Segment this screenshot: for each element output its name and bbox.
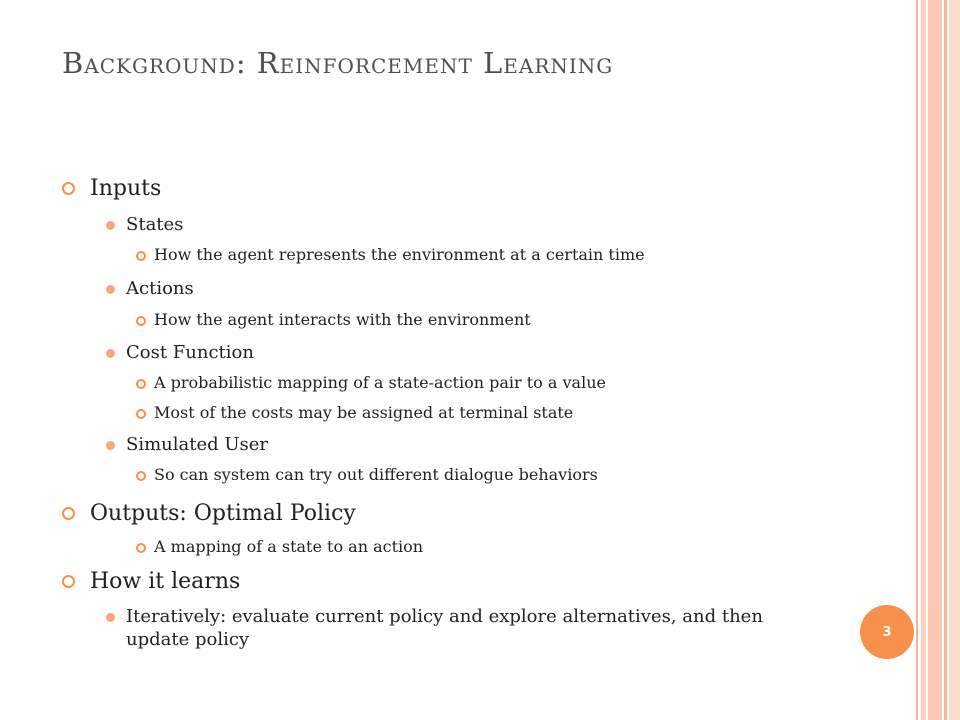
bullet-ring-icon — [136, 251, 146, 261]
bullet-ring-icon — [62, 182, 75, 195]
list-item-cost-detail — [136, 373, 606, 393]
stripe — [944, 0, 947, 720]
bullet-ring-icon — [62, 575, 75, 588]
bullet-text: Iteratively: evaluate current policy and explore alternatives, and then update policy — [126, 606, 763, 650]
stripe — [928, 0, 942, 720]
bullet-text: States — [126, 214, 184, 235]
list-item-inputs — [62, 175, 161, 203]
bullet-dot-icon — [106, 613, 115, 622]
bullet-ring-icon — [136, 379, 146, 389]
list-item-simulated-user-detail — [136, 465, 598, 485]
list-item-actions — [106, 278, 194, 301]
page-number-badge — [860, 605, 914, 659]
bullet-ring-icon — [136, 543, 146, 553]
bullet-dot-icon — [106, 441, 115, 450]
bullet-text: So can system can try out different dialogue behaviors — [154, 465, 598, 484]
bullet-ring-icon — [136, 316, 146, 326]
list-item-outputs-detail — [136, 537, 423, 557]
list-item-actions-detail — [136, 310, 531, 330]
bullet-ring-icon — [136, 471, 146, 481]
list-item-cost-detail — [136, 403, 573, 423]
bullet-text: Inputs — [90, 176, 162, 201]
list-item-simulated-user — [106, 434, 268, 457]
stripe — [921, 0, 926, 720]
page-number: 3 — [882, 624, 892, 640]
list-item-states — [106, 214, 183, 237]
list-item-states-detail — [136, 245, 645, 265]
list-item-outputs — [62, 500, 356, 528]
bullet-dot-icon — [106, 285, 115, 294]
list-item-how-it-learns — [62, 568, 240, 596]
list-item-cost-function — [106, 342, 254, 365]
bullet-dot-icon — [106, 349, 115, 358]
bullet-ring-icon — [62, 507, 75, 520]
bullet-text: How it learns — [90, 569, 241, 594]
bullet-dot-icon — [106, 221, 115, 230]
decorative-stripes — [916, 0, 960, 720]
list-item-how-it-learns-detail — [106, 606, 766, 651]
slide-title: Background: Reinforcement Learning — [62, 46, 614, 80]
stripe — [949, 0, 960, 720]
bullet-text: Cost Function — [126, 342, 254, 363]
bullet-text: Most of the costs may be assigned at terminal state — [154, 403, 574, 422]
bullet-text: Actions — [126, 278, 194, 299]
bullet-text: How the agent interacts with the environment — [154, 310, 531, 329]
bullet-text: A mapping of a state to an action — [154, 537, 424, 556]
bullet-text: A probabilistic mapping of a state-action pair to a value — [154, 373, 606, 392]
bullet-text: Simulated User — [126, 434, 269, 455]
bullet-ring-icon — [136, 409, 146, 419]
stripe — [916, 0, 918, 720]
bullet-text: How the agent represents the environment at a certain time — [154, 245, 645, 264]
bullet-text: Outputs: Optimal Policy — [90, 501, 356, 526]
